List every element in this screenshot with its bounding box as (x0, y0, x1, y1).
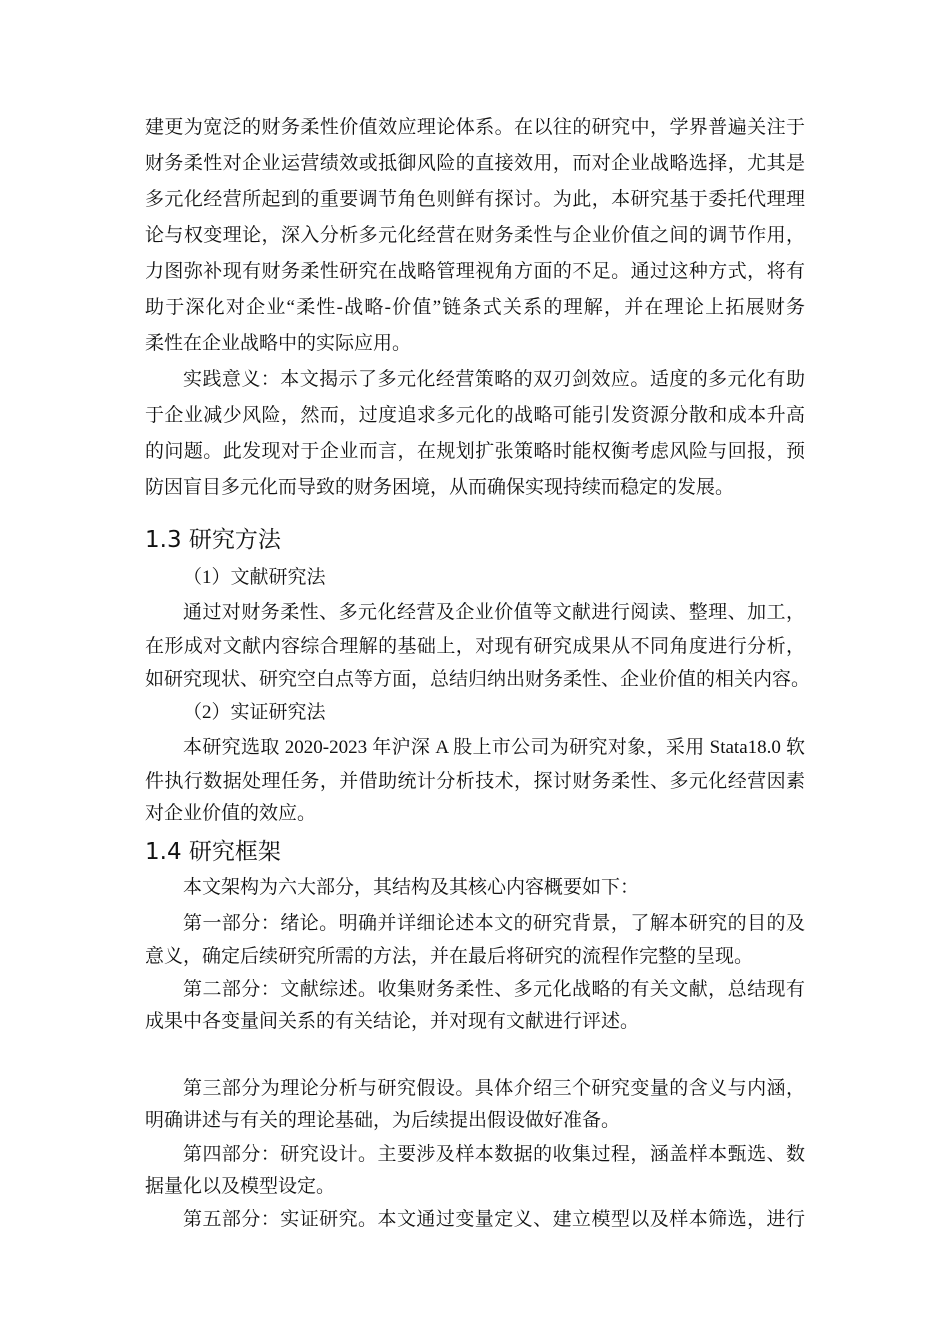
paragraph-line: 论与权变理论，深入分析多元化经营在财务柔性与企业价值之间的调节作用， (145, 225, 805, 246)
paragraph-line: 意义，确定后续研究所需的方法，并在最后将研究的流程作完整的呈现。 (145, 946, 754, 967)
paragraph-line: 防因盲目多元化而导致的财务困境，从而确保实现持续而稳定的发展。 (145, 477, 735, 498)
paragraph-line: 通过对财务柔性、多元化经营及企业价值等文献进行阅读、整理、加工， (183, 602, 805, 623)
paragraph-line: 实践意义：本文揭示了多元化经营策略的双刃剑效应。适度的多元化有助 (183, 369, 805, 390)
subsection-title: （1）文献研究法 (183, 567, 326, 588)
paragraph-line: 助于深化对企业“柔性-战略-价值”链条式关系的理解，并在理论上拓展财务 (145, 297, 805, 318)
paragraph-line: 第五部分：实证研究。本文通过变量定义、建立模型以及样本筛选，进行 (183, 1209, 805, 1230)
paragraph-line: 于企业减少风险，然而，过度追求多元化的战略可能引发资源分散和成本升高 (145, 405, 805, 426)
section-heading: 1.3 研究方法 (145, 527, 281, 553)
subsection-title: （2）实证研究法 (183, 702, 326, 723)
section-heading: 1.4 研究框架 (145, 839, 281, 865)
paragraph-line: 如研究现状、研究空白点等方面，总结归纳出财务柔性、企业价值的相关内容。 (145, 669, 811, 690)
paragraph-line: 件执行数据处理任务，并借助统计分析技术，探讨财务柔性、多元化经营因素 (145, 771, 805, 792)
paragraph-line: 多元化经营所起到的重要调节角色则鲜有探讨。为此，本研究基于委托代理理 (145, 189, 805, 210)
paragraph-line: 的问题。此发现对于企业而言，在规划扩张策略时能权衡考虑风险与回报，预 (145, 441, 805, 462)
paragraph-line: 对企业价值的效应。 (145, 803, 317, 824)
paragraph-line: 财务柔性对企业运营绩效或抵御风险的直接效用，而对企业战略选择，尤其是 (145, 153, 805, 174)
paragraph-line: 在形成对文献内容综合理解的基础上，对现有研究成果从不同角度进行分析， (145, 636, 805, 657)
paragraph-line: 建更为宽泛的财务柔性价值效应理论体系。在以往的研究中，学界普遍关注于 (145, 117, 805, 138)
paragraph-line: 据量化以及模型设定。 (145, 1176, 336, 1197)
paragraph-line: 力图弥补现有财务柔性研究在战略管理视角方面的不足。通过这种方式，将有 (145, 261, 805, 282)
paragraph-line: 柔性在企业战略中的实际应用。 (145, 333, 412, 354)
paragraph-line: 本文架构为六大部分，其结构及其核心内容概要如下： (183, 877, 640, 898)
paragraph-line: 第一部分：绪论。明确并详细论述本文的研究背景，了解本研究的目的及 (183, 913, 805, 934)
paragraph-line: 第四部分：研究设计。主要涉及样本数据的收集过程，涵盖样本甄选、数 (183, 1144, 805, 1165)
paragraph-line: 本研究选取 2020-2023 年沪深 A 股上市公司为研究对象，采用 Stata18.0 软 (183, 737, 805, 758)
paragraph-line: 第二部分：文献综述。收集财务柔性、多元化战略的有关文献，总结现有 (183, 979, 805, 1000)
paragraph-line: 明确讲述与有关的理论基础，为后续提出假设做好准备。 (145, 1110, 621, 1131)
paragraph-line: 第三部分为理论分析与研究假设。具体介绍三个研究变量的含义与内涵， (183, 1078, 805, 1099)
paragraph-line: 成果中各变量间关系的有关结论，并对现有文献进行评述。 (145, 1011, 640, 1032)
